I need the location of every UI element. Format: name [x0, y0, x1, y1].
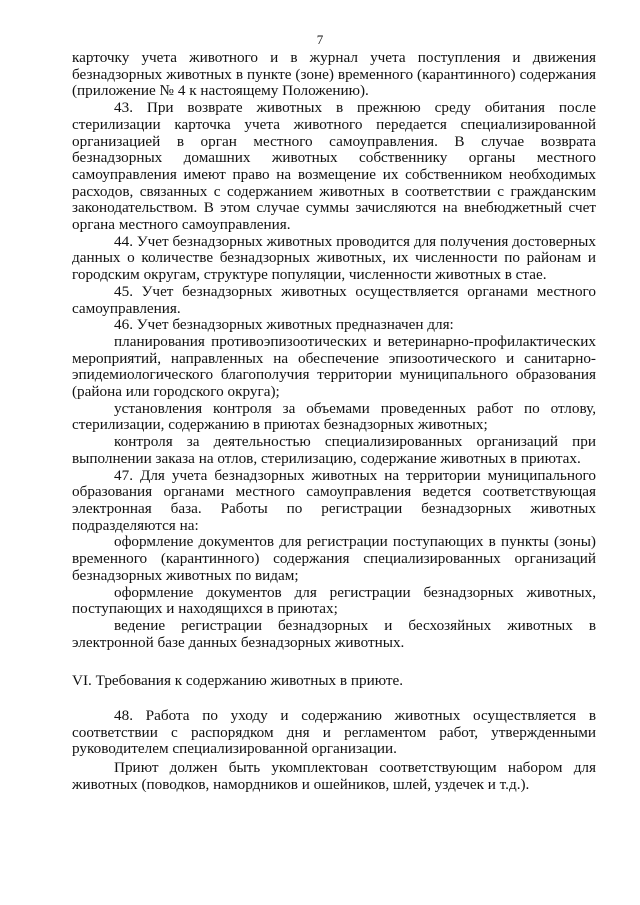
- paragraph-continuation: карточку учета животного и в журнал учета поступления и движения безнадзорных животных в пункте (зоне) временного (карантинного) содержания (приложение № 4 к настоящему Положению).: [72, 49, 596, 100]
- paragraph-45: 45. Учет безнадзорных животных осуществляется органами местного самоуправления.: [72, 282, 596, 317]
- paragraph-43: 43. При возврате животных в прежнюю среду обитания после стерилизации карточка учета животного передается специализированной организацией в орган местного самоуправления. В случае возврата безнадзорных домашних животных собственнику органы местного самоуправления имеют право на возмещение их собственником необходимых расходов, связанных с содержанием животных в соответствии с гражданским законодательством. В этом случае суммы зачисляются на внебюджетный счет органа местного самоуправления.: [72, 99, 596, 234]
- paragraph-48-shelter-equipment: Приют должен быть укомплектован соответствующим набором для животных (поводков, намордников и ошейников, шлей, уздечек и т.д.).: [72, 759, 596, 793]
- paragraph-46-item-control-organizations: контроля за деятельностью специализированных организаций при выполнении заказа на отлов, стерилизацию, содержание животных в приютах.: [72, 433, 596, 467]
- section-title: VI. Требования к содержанию животных в приюте.: [72, 672, 404, 690]
- document-body: [72, 50, 596, 794]
- paragraph-47: 47. Для учета безнадзорных животных на территории муниципального образования органами местного самоуправления ведется соответствующая электронная база. Работы по регистрации безнадзорных животных подразделяются на:: [72, 466, 596, 534]
- paragraph-48: 48. Работа по уходу и содержанию животных осуществляется в соответствии с распорядком дня и регламентом работ, утвержденными руководителем специализированной организации.: [72, 707, 596, 758]
- page-number: 7: [316, 32, 324, 47]
- paragraph-47-item-electronic-registry: ведение регистрации безнадзорных и бесхозяйных животных в электронной базе данных безнадзорных животных.: [72, 616, 596, 651]
- paragraph-47-item-shelter-docs: оформление документов для регистрации безнадзорных животных, поступающих и находящихся в приютах;: [72, 583, 596, 618]
- paragraph-47-item-quarantine-docs: оформление документов для регистрации поступающих в пункты (зоны) временного (карантинного) содержания специализированных организаций безнадзорных животных по видам;: [72, 533, 596, 584]
- paragraph-46: 46. Учет безнадзорных животных предназначен для:: [114, 316, 454, 334]
- paragraph-46-item-control-volumes: установления контроля за объемами проведенных работ по отлову, стерилизации, содержанию в приютах безнадзорных животных;: [72, 399, 596, 434]
- paragraph-44: 44. Учет безнадзорных животных проводится для получения достоверных данных о количестве безнадзорных животных, их численности по районам и городским округам, структуре популяции, численности животных в стае.: [72, 232, 596, 284]
- paragraph-46-item-planning: планирования противоэпизоотических и ветеринарно-профилактических мероприятий, направленных на обеспечение эпизоотического и санитарно-эпидемиологического благополучия территории муниципального образования (района или городского округа);: [72, 332, 596, 401]
